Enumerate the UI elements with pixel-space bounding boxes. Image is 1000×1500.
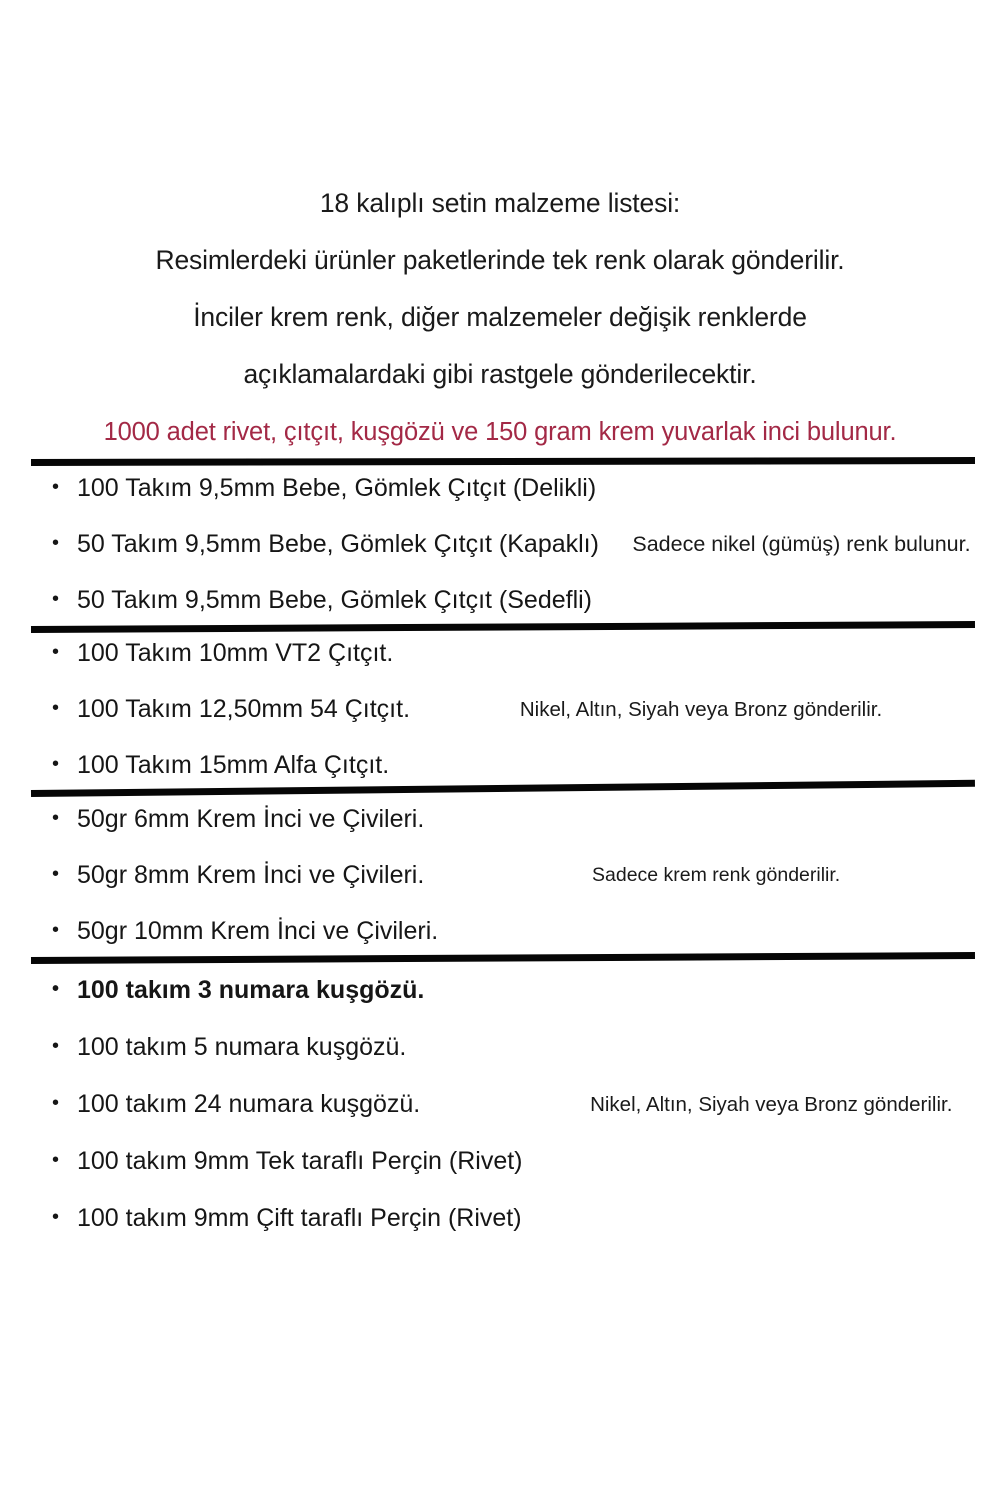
section-3-note: Sadece krem renk gönderilir.: [592, 863, 841, 886]
intro-line-3: İnciler krem renk, diğer malzemeler değişik renklerde: [193, 302, 807, 332]
section-eyelets-rivets: [0, 965, 1000, 1243]
list-item: • 100 Takım 12,50mm 54 Çıtçıt.: [52, 681, 410, 737]
list-item: • 50 Takım 9,5mm Bebe, Gömlek Çıtçıt (Sedefli): [52, 572, 599, 628]
section-4-item-list: [0, 962, 523, 1247]
list-item: • 100 takım 24 numara kuşgözü.: [52, 1076, 523, 1133]
section-2-item-list: [0, 625, 410, 793]
intro-block: [0, 175, 1000, 461]
intro-line-4: açıklamalardaki gibi rastgele gönderilecektir.: [243, 359, 757, 389]
section-4-note: Nikel, Altın, Siyah veya Bronz gönderilir.: [590, 1092, 953, 1116]
list-item: • 100 takım 3 numara kuşgözü.: [52, 962, 523, 1019]
section-1-item-list: [0, 460, 599, 628]
section-snaps-baby: [0, 468, 1000, 620]
page-title: 18 kalıplı setin malzeme listesi:: [319, 188, 681, 218]
list-item: • 50gr 6mm Krem İnci ve Çivileri.: [52, 791, 438, 847]
list-item: • 100 Takım 9,5mm Bebe, Gömlek Çıtçıt (Delikli): [52, 460, 599, 516]
list-item: • 100 Takım 15mm Alfa Çıtçıt.: [52, 737, 410, 793]
section-snaps-metal: [0, 634, 1000, 784]
highlight-summary: 1000 adet rivet, çıtçıt, kuşgözü ve 150 gram krem yuvarlak inci bulunur.: [103, 418, 897, 446]
section-3-item-list: [0, 791, 438, 959]
section-2-note: Nikel, Altın, Siyah veya Bronz gönderilir.: [519, 697, 883, 721]
list-item: • 50gr 10mm Krem İnci ve Çivileri.: [52, 903, 438, 959]
section-pearls: [0, 800, 1000, 950]
section-1-note: Sadece nikel (gümüş) renk bulunur.: [632, 531, 971, 556]
list-item: • 100 Takım 10mm VT2 Çıtçıt.: [52, 625, 410, 681]
list-item: • 50gr 8mm Krem İnci ve Çivileri.: [52, 847, 438, 903]
list-item: • 100 takım 9mm Çift taraflı Perçin (Rivet): [52, 1190, 523, 1247]
intro-line-2: Resimlerdeki ürünler paketlerinde tek renk olarak gönderilir.: [155, 245, 845, 275]
list-item: • 50 Takım 9,5mm Bebe, Gömlek Çıtçıt (Kapaklı): [52, 516, 599, 572]
list-item: • 100 takım 5 numara kuşgözü.: [52, 1019, 523, 1076]
list-item: • 100 takım 9mm Tek taraflı Perçin (Rivet): [52, 1133, 523, 1190]
